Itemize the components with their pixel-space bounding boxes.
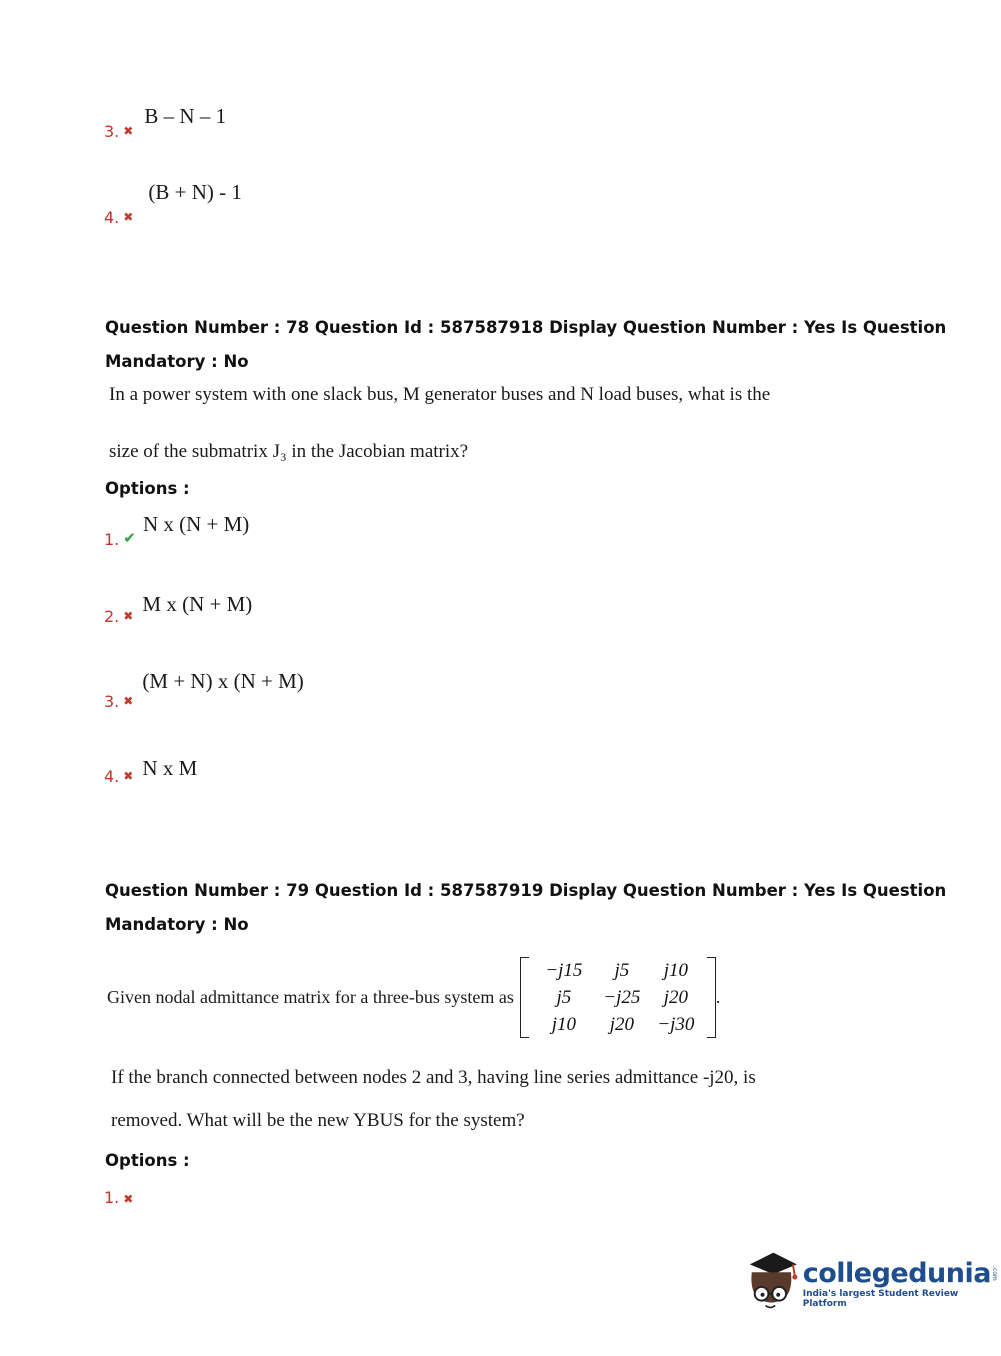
q78-options-label: Options : [105, 479, 190, 498]
option-text: (B + N) - 1 [148, 180, 242, 204]
option-number: 4. [104, 767, 120, 786]
matrix-cell: j10 [551, 1014, 577, 1035]
cross-icon: ✖ [123, 609, 134, 623]
q79-header-line1: Question Number : 79 Question Id : 587587919 Display Question Number : Yes Is Question [105, 881, 947, 900]
q78-header-line2: Mandatory : No [105, 352, 249, 371]
q78-text-line1: In a power system with one slack bus, M generator buses and N load buses, what is the [109, 384, 771, 405]
q79-options-label: Options : [105, 1151, 190, 1170]
matrix-cell: −j15 [545, 960, 583, 981]
q79-option-1 [104, 1188, 133, 1207]
cross-icon: ✖ [123, 124, 134, 138]
option-text: N x M [142, 756, 198, 780]
option-number: 4. [104, 208, 120, 227]
matrix-intro: Given nodal admittance matrix for a three-bus system as [107, 987, 514, 1007]
q78-option-4 [104, 756, 198, 786]
brand-tagline: India's largest Student Review Platform [802, 1288, 959, 1309]
check-icon: ✔ [123, 529, 136, 547]
q79-text-line2: removed. What will be the new YBUS for the system? [111, 1110, 525, 1131]
prev-option-3 [104, 104, 227, 141]
option-text: (M + N) x (N + M) [142, 669, 304, 693]
option-number: 3. [104, 692, 120, 711]
matrix-left-bracket [520, 957, 529, 1038]
option-number: 1. [104, 1188, 120, 1207]
matrix-cell: j10 [663, 960, 689, 981]
matrix-end: . [715, 987, 721, 1007]
cross-icon: ✖ [123, 210, 134, 224]
q78-header-line1: Question Number : 78 Question Id : 587587918 Display Question Number : Yes Is Question [105, 318, 947, 337]
matrix-cell: j20 [609, 1014, 635, 1035]
q78-option-1 [104, 512, 250, 549]
matrix-cell: j5 [556, 987, 572, 1008]
mascot-icon [742, 1250, 801, 1316]
cross-icon: ✖ [123, 694, 134, 708]
admittance-matrix [520, 957, 716, 1038]
cross-icon: ✖ [123, 1192, 134, 1206]
option-text: N x (N + M) [142, 512, 250, 536]
option-number: 3. [104, 122, 120, 141]
q79-header-line2: Mandatory : No [105, 915, 249, 934]
matrix-cell: j20 [663, 987, 689, 1008]
prev-option-4 [104, 180, 242, 227]
q78-option-2 [104, 592, 253, 626]
q78-option-3 [104, 669, 304, 711]
cross-icon: ✖ [123, 769, 134, 783]
matrix-cell: −j30 [657, 1014, 695, 1035]
collegedunia-logo[interactable] [742, 1250, 1001, 1316]
matrix-right-bracket [707, 957, 716, 1038]
logo-text-block [803, 1258, 1001, 1309]
brand-name: collegedunia [802, 1257, 991, 1289]
q79-text-line1: If the branch connected between nodes 2 and 3, having line series admittance -j20, is [111, 1067, 756, 1088]
q79-matrix-statement [107, 957, 720, 1038]
option-number: 1. [104, 530, 120, 549]
brand-suffix: .com [990, 1265, 998, 1281]
matrix-cell: −j25 [603, 987, 641, 1008]
matrix-grid [529, 957, 707, 1038]
q78-text-line2: size of the submatrix J₃ in the Jacobian matrix? [109, 441, 469, 462]
option-text: B – N – 1 [144, 104, 227, 128]
option-text: M x (N + M) [142, 592, 253, 616]
option-number: 2. [104, 607, 120, 626]
matrix-cell: j5 [614, 960, 630, 981]
